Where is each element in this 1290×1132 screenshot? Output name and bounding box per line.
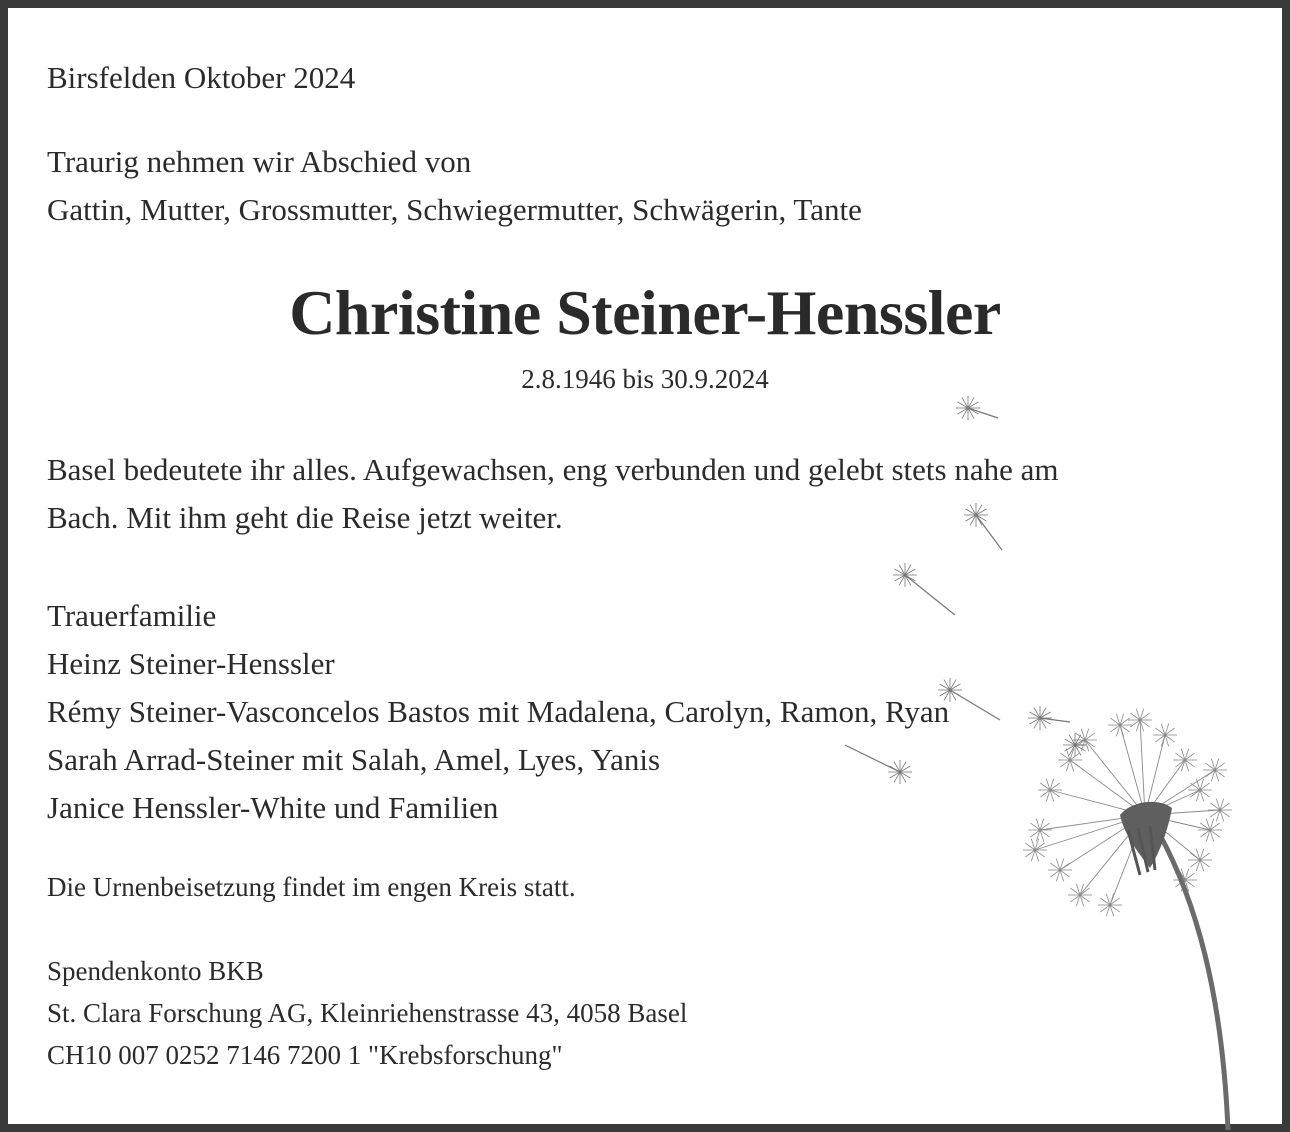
family-member: Heinz Steiner-Henssler xyxy=(47,646,335,681)
place-date: Birsfelden Oktober 2024 xyxy=(47,60,356,95)
message-line-2: Bach. Mit ihm geht die Reise jetzt weiter. xyxy=(47,500,563,535)
deceased-name: Christine Steiner-Henssler xyxy=(289,277,1001,348)
intro-line-2: Gattin, Mutter, Grossmutter, Schwiegermutter, Schwägerin, Tante xyxy=(47,192,862,227)
donation-line-3: CH10 007 0252 7146 7200 1 "Krebsforschung" xyxy=(47,1040,563,1070)
intro-line-1: Traurig nehmen wir Abschied von xyxy=(47,144,472,179)
message-line-1: Basel bedeutete ihr alles. Aufgewachsen, eng verbunden und gelebt stets nahe am xyxy=(47,452,1059,487)
life-dates: 2.8.1946 bis 30.9.2024 xyxy=(521,364,769,394)
family-member: Sarah Arrad-Steiner mit Salah, Amel, Lyes, Yanis xyxy=(47,742,661,777)
donation-line-1: Spendenkonto BKB xyxy=(47,956,264,986)
family-member: Rémy Steiner-Vasconcelos Bastos mit Madalena, Carolyn, Ramon, Ryan xyxy=(47,694,950,729)
family-member: Janice Henssler-White und Familien xyxy=(47,790,499,825)
family-heading: Trauerfamilie xyxy=(47,598,217,633)
burial-notice: Die Urnenbeisetzung findet im engen Kreis statt. xyxy=(47,872,576,902)
donation-line-2: St. Clara Forschung AG, Kleinriehenstrasse 43, 4058 Basel xyxy=(47,998,688,1028)
